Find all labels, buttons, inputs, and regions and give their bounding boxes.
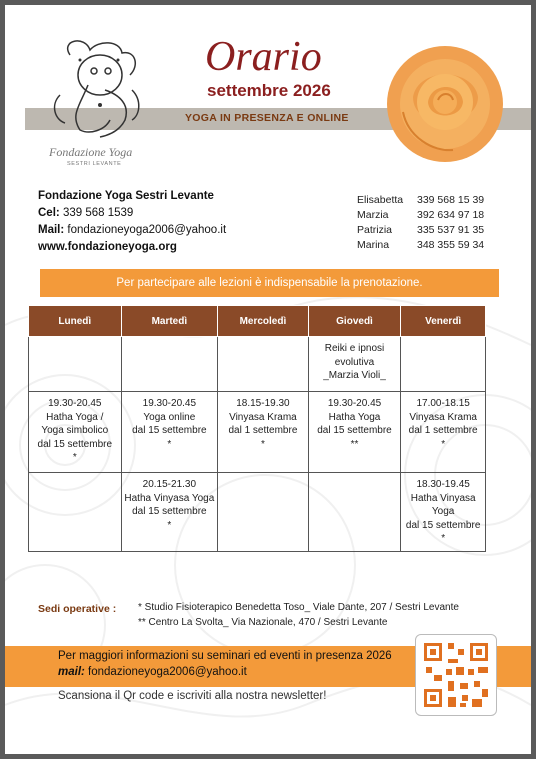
class-line: *: [167, 519, 172, 531]
schedule-cell: [29, 473, 122, 552]
phone-number: 335 537 91 35: [417, 224, 485, 236]
org-name: Fondazione Yoga Sestri Levante: [38, 190, 214, 202]
newsletter-text: Scansiona il Qr code e iscriviti alla nostra newsletter!: [58, 690, 327, 702]
booking-banner: Per partecipare alle lezioni è indispensabile la prenotazione.: [40, 269, 499, 297]
schedule-table: [28, 305, 486, 552]
phone-list: [357, 193, 484, 253]
class-line: Hatha Yoga /: [46, 411, 104, 423]
phone-number: 348 355 59 34: [417, 239, 485, 251]
info-text: Per maggiori informazioni su seminari ed eventi in presenza 2026: [58, 650, 392, 662]
day-header: Martedì: [121, 306, 218, 337]
class-line: 19.30-20.45: [327, 398, 382, 409]
day-header: Venerdì: [401, 306, 486, 337]
class-line: Vinyasa Krama: [409, 411, 477, 423]
day-header: Lunedì: [29, 306, 122, 337]
rose-image: [383, 42, 507, 166]
day-header: Mercoledì: [218, 306, 309, 337]
flyer-page: [5, 5, 531, 754]
ganesha-logo: [50, 35, 145, 143]
schedule-cell: [121, 473, 218, 552]
phone-row: [357, 238, 484, 253]
schedule-cell: [401, 473, 486, 552]
class-line: *: [260, 438, 265, 450]
cel-number: 339 568 1539: [62, 207, 134, 219]
sede-item: ** Centro La Svolta_ Via Nazionale, 470 / Sestri Levante: [138, 617, 388, 628]
page-title: Orario: [205, 34, 322, 80]
schedule-cell: [121, 392, 218, 473]
schedule-row: [29, 473, 486, 552]
schedule-cell: [218, 392, 309, 473]
website-link[interactable]: www.fondazioneyoga.org: [38, 241, 177, 253]
schedule-cell: [218, 337, 309, 392]
class-line: *: [441, 438, 446, 450]
class-line: *: [167, 438, 172, 450]
class-line: *: [441, 533, 446, 544]
qr-code[interactable]: [415, 634, 497, 716]
schedule-cell: [308, 473, 401, 552]
schedule-cell: [29, 337, 122, 392]
class-line: dal 15 settembre: [317, 425, 392, 436]
class-line: dal 15 settembre: [405, 519, 481, 531]
info-mail-link[interactable]: fondazioneyoga2006@yahoo.it: [88, 666, 247, 678]
phone-name: Patrizia: [357, 224, 393, 236]
phone-name: Marzia: [357, 209, 389, 221]
class-line: 17.00-18.15: [416, 398, 470, 409]
class-line: 18.15-19.30: [236, 398, 290, 409]
phone-row: [357, 193, 484, 208]
class-line: Hatha Vinyasa: [410, 492, 476, 504]
mail-link[interactable]: fondazioneyoga2006@yahoo.it: [67, 224, 227, 236]
class-line: Vinyasa Krama: [229, 411, 297, 423]
phone-name: Marina: [357, 239, 390, 251]
class-line: dal 1 settembre: [228, 425, 298, 436]
class-line: 19.30-20.45: [48, 398, 102, 409]
schedule-cell: [29, 392, 122, 473]
class-line: Yoga: [431, 506, 455, 517]
sedi-list: [138, 600, 459, 630]
class-line: 19.30-20.45: [142, 398, 197, 409]
class-line: **: [350, 438, 359, 450]
phone-row: [357, 208, 484, 223]
class-line: *: [72, 452, 77, 463]
logo-subtitle: SESTRI LEVANTE: [67, 161, 122, 167]
page-subtitle: settembre 2026: [207, 81, 331, 100]
schedule-cell: [308, 392, 401, 473]
schedule-row: [29, 337, 486, 392]
phone-name: Elisabetta: [357, 194, 404, 206]
logo-name: Fondazione Yoga: [49, 145, 133, 159]
class-line: Yoga online: [143, 411, 196, 423]
schedule-cell: [218, 473, 309, 552]
schedule-header-row: [29, 306, 486, 337]
class-line: Yoga simbolico: [41, 425, 109, 436]
class-line: Hatha Vinyasa Yoga: [124, 492, 215, 504]
phone-number: 392 634 97 18: [417, 209, 485, 221]
schedule-cell: [401, 337, 486, 392]
qr-code-icon: [416, 635, 496, 715]
phone-row: [357, 223, 484, 238]
class-line: _Marzia Violi_: [323, 370, 386, 381]
phone-number: 339 568 15 39: [417, 194, 485, 206]
contact-block: [38, 188, 226, 256]
schedule-cell: [121, 337, 218, 392]
class-line: 18.30-19.45: [416, 479, 470, 490]
class-line: dal 1 settembre: [408, 425, 478, 436]
sedi-label: Sedi operative :: [38, 603, 117, 615]
class-line: dal 15 settembre: [37, 438, 113, 450]
class-line: Reiki e ipnosi: [324, 343, 385, 354]
schedule-row: [29, 392, 486, 473]
mail-label: Mail:: [38, 224, 65, 236]
band-text: YOGA IN PRESENZA E ONLINE: [185, 112, 349, 124]
schedule-cell: [401, 392, 486, 473]
day-header: Giovedì: [308, 306, 401, 337]
class-line: 20.15-21.30: [142, 479, 197, 490]
info-mail-label: mail:: [58, 666, 85, 678]
cel-label: Cel:: [38, 207, 60, 219]
sede-item: * Studio Fisioterapico Benedetta Toso_ Viale Dante, 207 / Sestri Levante: [138, 602, 459, 613]
class-line: dal 15 settembre: [132, 425, 207, 436]
schedule-cell: [308, 337, 401, 392]
class-line: dal 15 settembre: [132, 506, 207, 517]
class-line: evolutiva: [334, 356, 375, 368]
class-line: Hatha Yoga: [328, 411, 381, 423]
